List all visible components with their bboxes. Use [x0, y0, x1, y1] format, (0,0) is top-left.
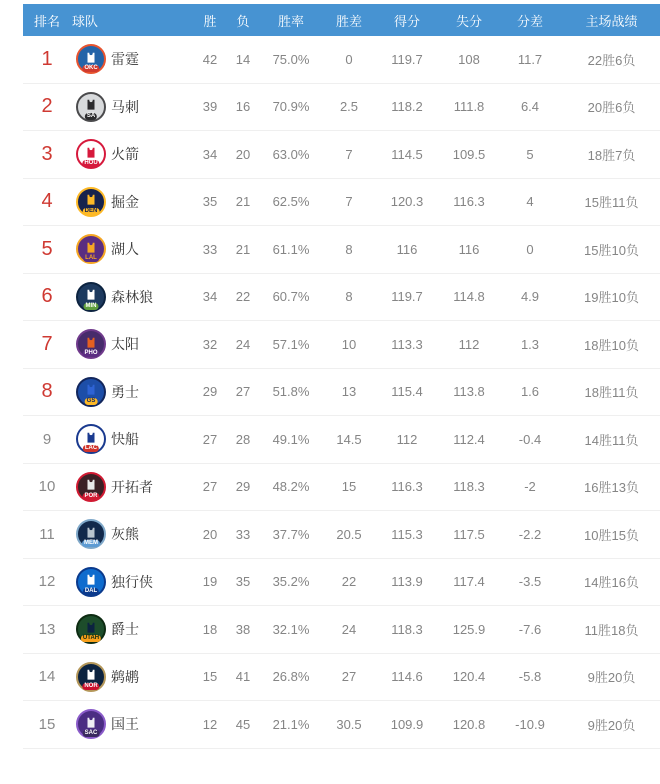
- win-pct-cell: 26.8%: [272, 669, 310, 685]
- team-name[interactable]: 太阳: [111, 336, 139, 353]
- home-record-cell: 18胜7负: [587, 147, 636, 163]
- losses-cell: 28: [235, 431, 251, 447]
- point-diff-cell: 1.6: [520, 384, 540, 400]
- rank-number: 13: [38, 620, 56, 638]
- table-body: [23, 36, 660, 749]
- rank-number: 12: [38, 573, 56, 591]
- team-abbr: POR: [84, 492, 98, 499]
- wins-cell: 33: [202, 241, 218, 257]
- rank-cell: [23, 621, 71, 638]
- header-team: 球队: [72, 13, 99, 29]
- team-logo[interactable]: [76, 139, 106, 169]
- win-pct-cell: 63.0%: [272, 146, 310, 162]
- table-row[interactable]: [23, 36, 660, 84]
- team-abbr: OKC: [84, 65, 98, 72]
- team-abbr: MEM: [84, 540, 98, 547]
- games-behind-cell: 8: [345, 289, 353, 305]
- home-record-cell: 18胜11负: [584, 385, 639, 401]
- jersey-icon: [84, 98, 98, 112]
- win-pct-cell: 49.1%: [272, 431, 310, 447]
- rank-number: 3: [41, 142, 53, 165]
- points-for-cell: 115.3: [391, 526, 423, 542]
- points-for-cell: 112: [396, 431, 418, 447]
- team-abbr: LAL: [85, 255, 97, 262]
- team-logo[interactable]: [76, 377, 106, 407]
- win-pct-cell: 48.2%: [272, 479, 310, 495]
- games-behind-cell: 20.5: [336, 526, 362, 542]
- points-against-cell: 113.8: [453, 384, 485, 400]
- wins-cell: 19: [202, 574, 218, 590]
- table-row[interactable]: [23, 321, 660, 369]
- logo-cell: [71, 567, 111, 597]
- losses-cell: 22: [235, 289, 251, 305]
- header-rank: 排名: [33, 13, 60, 29]
- rank-cell: [23, 716, 71, 733]
- home-record-cell: 10胜15负: [584, 527, 639, 543]
- team-abbr: GS: [86, 397, 96, 404]
- losses-cell: 41: [235, 669, 251, 685]
- win-pct-cell: 21.1%: [272, 716, 310, 732]
- team-logo[interactable]: [76, 662, 106, 692]
- logo-cell: [71, 709, 111, 739]
- points-against-cell: 114.8: [453, 289, 485, 305]
- rank-number: 14: [38, 668, 56, 686]
- logo-cell: [71, 282, 111, 312]
- games-behind-cell: 7: [345, 146, 353, 162]
- team-name[interactable]: 掘金: [111, 193, 139, 210]
- table-row[interactable]: [23, 84, 660, 132]
- table-row[interactable]: [23, 701, 660, 749]
- wins-cell: 34: [202, 146, 218, 162]
- home-record-cell: 22胜6负: [587, 52, 636, 68]
- team-name[interactable]: 雷霆: [111, 51, 139, 68]
- wins-cell: 27: [202, 431, 218, 447]
- point-diff-cell: 1.3: [520, 336, 540, 352]
- team-abbr: DAL: [84, 587, 98, 594]
- table-row[interactable]: [23, 606, 660, 654]
- point-diff-cell: 4.9: [520, 289, 540, 305]
- table-row[interactable]: [23, 654, 660, 702]
- header-point-diff: 分差: [516, 13, 543, 29]
- header-points-for: 得分: [393, 13, 420, 29]
- team-name[interactable]: 鹈鹕: [111, 668, 139, 685]
- team-logo[interactable]: [76, 44, 106, 74]
- jersey-icon: [84, 336, 98, 350]
- points-for-cell: 116.3: [391, 479, 423, 495]
- team-name[interactable]: 森林狼: [111, 288, 153, 305]
- rank-number: 9: [42, 430, 52, 448]
- points-for-cell: 119.7: [391, 51, 423, 67]
- games-behind-cell: 27: [341, 669, 357, 685]
- team-logo[interactable]: [76, 234, 106, 264]
- win-pct-cell: 35.2%: [272, 574, 310, 590]
- losses-cell: 33: [235, 526, 251, 542]
- points-for-cell: 118.2: [391, 99, 423, 115]
- losses-cell: 45: [235, 716, 251, 732]
- points-for-cell: 113.9: [391, 574, 423, 590]
- header-home-record: 主场战绩: [585, 13, 638, 29]
- games-behind-cell: 10: [341, 336, 357, 352]
- logo-cell: [71, 329, 111, 359]
- team-name[interactable]: 马刺: [111, 98, 139, 115]
- header-win-pct: 胜率: [277, 13, 304, 29]
- table-row[interactable]: [23, 511, 660, 559]
- header-losses: 负: [236, 13, 250, 29]
- points-against-cell: 117.5: [453, 526, 485, 542]
- team-abbr: MIN: [85, 302, 97, 309]
- team-abbr: SAC: [84, 730, 98, 737]
- home-record-cell: 20胜6负: [587, 100, 636, 116]
- jersey-icon: [84, 288, 98, 302]
- losses-cell: 20: [235, 146, 251, 162]
- point-diff-cell: 11.7: [517, 51, 543, 67]
- header-games-behind: 胜差: [335, 13, 362, 29]
- table-row[interactable]: [23, 559, 660, 607]
- games-behind-cell: 14.5: [336, 431, 362, 447]
- points-against-cell: 112: [458, 336, 480, 352]
- win-pct-cell: 75.0%: [272, 51, 310, 67]
- team-logo[interactable]: [76, 329, 106, 359]
- team-logo[interactable]: [76, 92, 106, 122]
- wins-cell: 18: [202, 621, 218, 637]
- jersey-icon: [84, 526, 98, 540]
- team-logo[interactable]: [76, 567, 106, 597]
- wins-cell: 35: [202, 194, 218, 210]
- rank-cell: [23, 526, 71, 543]
- win-pct-cell: 62.5%: [272, 194, 310, 210]
- team-abbr: LAC: [84, 445, 98, 452]
- jersey-icon: [84, 241, 98, 255]
- points-for-cell: 114.6: [391, 669, 423, 685]
- games-behind-cell: 8: [345, 241, 353, 257]
- games-behind-cell: 30.5: [336, 716, 362, 732]
- losses-cell: 21: [235, 241, 251, 257]
- home-record-cell: 11胜18负: [584, 622, 639, 638]
- rank-number: 8: [41, 380, 53, 403]
- team-name[interactable]: 灰熊: [111, 526, 139, 543]
- jersey-icon: [84, 193, 98, 207]
- points-for-cell: 115.4: [391, 384, 423, 400]
- point-diff-cell: -3.5: [518, 574, 542, 590]
- losses-cell: 21: [235, 194, 251, 210]
- team-logo[interactable]: [76, 472, 106, 502]
- logo-cell: [71, 662, 111, 692]
- wins-cell: 34: [202, 289, 218, 305]
- rank-number: 10: [38, 478, 56, 496]
- point-diff-cell: 4: [526, 194, 534, 210]
- logo-cell: [71, 187, 111, 217]
- team-abbr: HOU: [84, 160, 98, 167]
- rank-cell: [23, 380, 71, 403]
- wins-cell: 42: [202, 51, 218, 67]
- home-record-cell: 14胜11负: [584, 432, 639, 448]
- points-against-cell: 112.4: [453, 431, 485, 447]
- jersey-icon: [84, 573, 98, 587]
- table-header: [23, 4, 660, 36]
- rank-cell: [23, 285, 71, 308]
- points-against-cell: 120.8: [452, 716, 486, 732]
- games-behind-cell: 2.5: [339, 99, 359, 115]
- team-name[interactable]: 湖人: [111, 241, 139, 258]
- home-record-cell: 16胜13负: [584, 480, 639, 496]
- rank-number: 5: [41, 237, 53, 260]
- rank-cell: [23, 143, 71, 166]
- points-against-cell: 117.4: [453, 574, 485, 590]
- header-points-against: 失分: [455, 13, 482, 29]
- rank-cell: [23, 478, 71, 495]
- team-name[interactable]: 勇士: [111, 383, 139, 400]
- points-against-cell: 118.3: [453, 479, 485, 495]
- team-abbr: DEN: [84, 207, 98, 214]
- wins-cell: 27: [202, 479, 218, 495]
- point-diff-cell: 0: [526, 241, 534, 257]
- rank-number: 11: [39, 525, 55, 543]
- games-behind-cell: 7: [345, 194, 353, 210]
- team-abbr: NOR: [84, 682, 98, 689]
- win-pct-cell: 32.1%: [272, 621, 310, 637]
- team-logo[interactable]: [76, 709, 106, 739]
- table-row[interactable]: [23, 131, 660, 179]
- home-record-cell: 15胜10负: [584, 242, 639, 258]
- point-diff-cell: -2: [524, 479, 536, 495]
- point-diff-cell: -7.6: [518, 621, 542, 637]
- rank-cell: [23, 95, 71, 118]
- jersey-icon: [84, 51, 98, 65]
- rank-cell: [23, 333, 71, 356]
- win-pct-cell: 51.8%: [272, 384, 310, 400]
- logo-cell: [71, 92, 111, 122]
- rank-number: 4: [41, 190, 53, 213]
- rank-number: 7: [41, 332, 53, 355]
- team-name[interactable]: 快船: [111, 431, 139, 448]
- rank-cell: [23, 573, 71, 590]
- jersey-icon: [84, 478, 98, 492]
- win-pct-cell: 37.7%: [272, 526, 310, 542]
- wins-cell: 39: [202, 99, 218, 115]
- jersey-icon: [84, 668, 98, 682]
- rank-number: 1: [41, 47, 53, 70]
- rank-cell: [23, 668, 71, 685]
- rank-cell: [23, 48, 71, 71]
- points-against-cell: 120.4: [452, 669, 486, 685]
- team-name[interactable]: 独行侠: [111, 573, 153, 590]
- table-row[interactable]: [23, 464, 660, 512]
- point-diff-cell: -2.2: [518, 526, 542, 542]
- home-record-cell: 18胜10负: [584, 337, 639, 353]
- points-for-cell: 118.3: [391, 621, 423, 637]
- points-against-cell: 109.5: [452, 146, 486, 162]
- table-row[interactable]: [23, 369, 660, 417]
- home-record-cell: 15胜11负: [584, 195, 639, 211]
- losses-cell: 38: [235, 621, 251, 637]
- team-logo[interactable]: [76, 282, 106, 312]
- logo-cell: [71, 44, 111, 74]
- logo-cell: [71, 139, 111, 169]
- team-name[interactable]: 国王: [111, 716, 139, 733]
- home-record-cell: 9胜20负: [587, 717, 636, 733]
- win-pct-cell: 60.7%: [272, 289, 310, 305]
- points-for-cell: 113.3: [391, 336, 423, 352]
- team-abbr: SA: [86, 112, 96, 119]
- table-row[interactable]: [23, 416, 660, 464]
- rank-number: 15: [38, 715, 56, 733]
- games-behind-cell: 15: [341, 479, 357, 495]
- jersey-icon: [84, 621, 98, 635]
- win-pct-cell: 57.1%: [272, 336, 310, 352]
- wins-cell: 20: [202, 526, 218, 542]
- losses-cell: 14: [235, 51, 251, 67]
- points-against-cell: 116: [458, 241, 480, 257]
- rank-cell: [23, 431, 71, 448]
- points-for-cell: 116: [396, 241, 418, 257]
- games-behind-cell: 13: [341, 384, 357, 400]
- rank-number: 6: [41, 285, 53, 308]
- games-behind-cell: 22: [341, 574, 357, 590]
- table-row[interactable]: [23, 274, 660, 322]
- wins-cell: 15: [202, 669, 218, 685]
- standings-table: [23, 4, 660, 749]
- home-record-cell: 19胜10负: [584, 290, 639, 306]
- wins-cell: 12: [202, 716, 218, 732]
- rank-number: 2: [41, 95, 53, 118]
- win-pct-cell: 70.9%: [272, 99, 310, 115]
- point-diff-cell: 6.4: [520, 99, 540, 115]
- wins-cell: 32: [202, 336, 218, 352]
- rank-cell: [23, 238, 71, 261]
- points-against-cell: 108: [458, 51, 480, 67]
- logo-cell: [71, 234, 111, 264]
- points-for-cell: 120.3: [390, 194, 424, 210]
- losses-cell: 16: [235, 99, 251, 115]
- jersey-icon: [84, 716, 98, 730]
- point-diff-cell: -5.8: [518, 669, 542, 685]
- point-diff-cell: -10.9: [515, 716, 545, 732]
- points-for-cell: 114.5: [391, 146, 423, 162]
- point-diff-cell: -0.4: [518, 431, 542, 447]
- header-wins: 胜: [203, 13, 217, 29]
- table-row[interactable]: [23, 226, 660, 274]
- logo-cell: [71, 377, 111, 407]
- team-logo[interactable]: [76, 519, 106, 549]
- losses-cell: 35: [235, 574, 251, 590]
- home-record-cell: 9胜20负: [587, 670, 636, 686]
- team-logo[interactable]: [76, 614, 106, 644]
- jersey-icon: [84, 431, 98, 445]
- team-name[interactable]: 开拓者: [111, 478, 153, 495]
- team-name[interactable]: 爵士: [111, 621, 139, 638]
- points-against-cell: 116.3: [453, 194, 485, 210]
- team-name[interactable]: 火箭: [111, 146, 139, 163]
- point-diff-cell: 5: [526, 146, 534, 162]
- points-against-cell: 125.9: [452, 621, 486, 637]
- team-abbr: UTAH: [82, 635, 100, 642]
- points-for-cell: 119.7: [391, 289, 423, 305]
- home-record-cell: 14胜16负: [584, 575, 639, 591]
- losses-cell: 29: [235, 479, 251, 495]
- table-row[interactable]: [23, 179, 660, 227]
- wins-cell: 29: [202, 384, 218, 400]
- logo-cell: [71, 614, 111, 644]
- team-logo[interactable]: [76, 424, 106, 454]
- jersey-icon: [84, 146, 98, 160]
- rank-cell: [23, 190, 71, 213]
- points-against-cell: 111.8: [453, 99, 485, 115]
- losses-cell: 27: [235, 384, 251, 400]
- team-abbr: PHO: [84, 350, 98, 357]
- logo-cell: [71, 519, 111, 549]
- win-pct-cell: 61.1%: [272, 241, 310, 257]
- team-logo[interactable]: [76, 187, 106, 217]
- losses-cell: 24: [235, 336, 251, 352]
- logo-cell: [71, 424, 111, 454]
- logo-cell: [71, 472, 111, 502]
- games-behind-cell: 0: [345, 51, 353, 67]
- jersey-icon: [84, 383, 98, 397]
- games-behind-cell: 24: [341, 621, 357, 637]
- points-for-cell: 109.9: [390, 716, 424, 732]
